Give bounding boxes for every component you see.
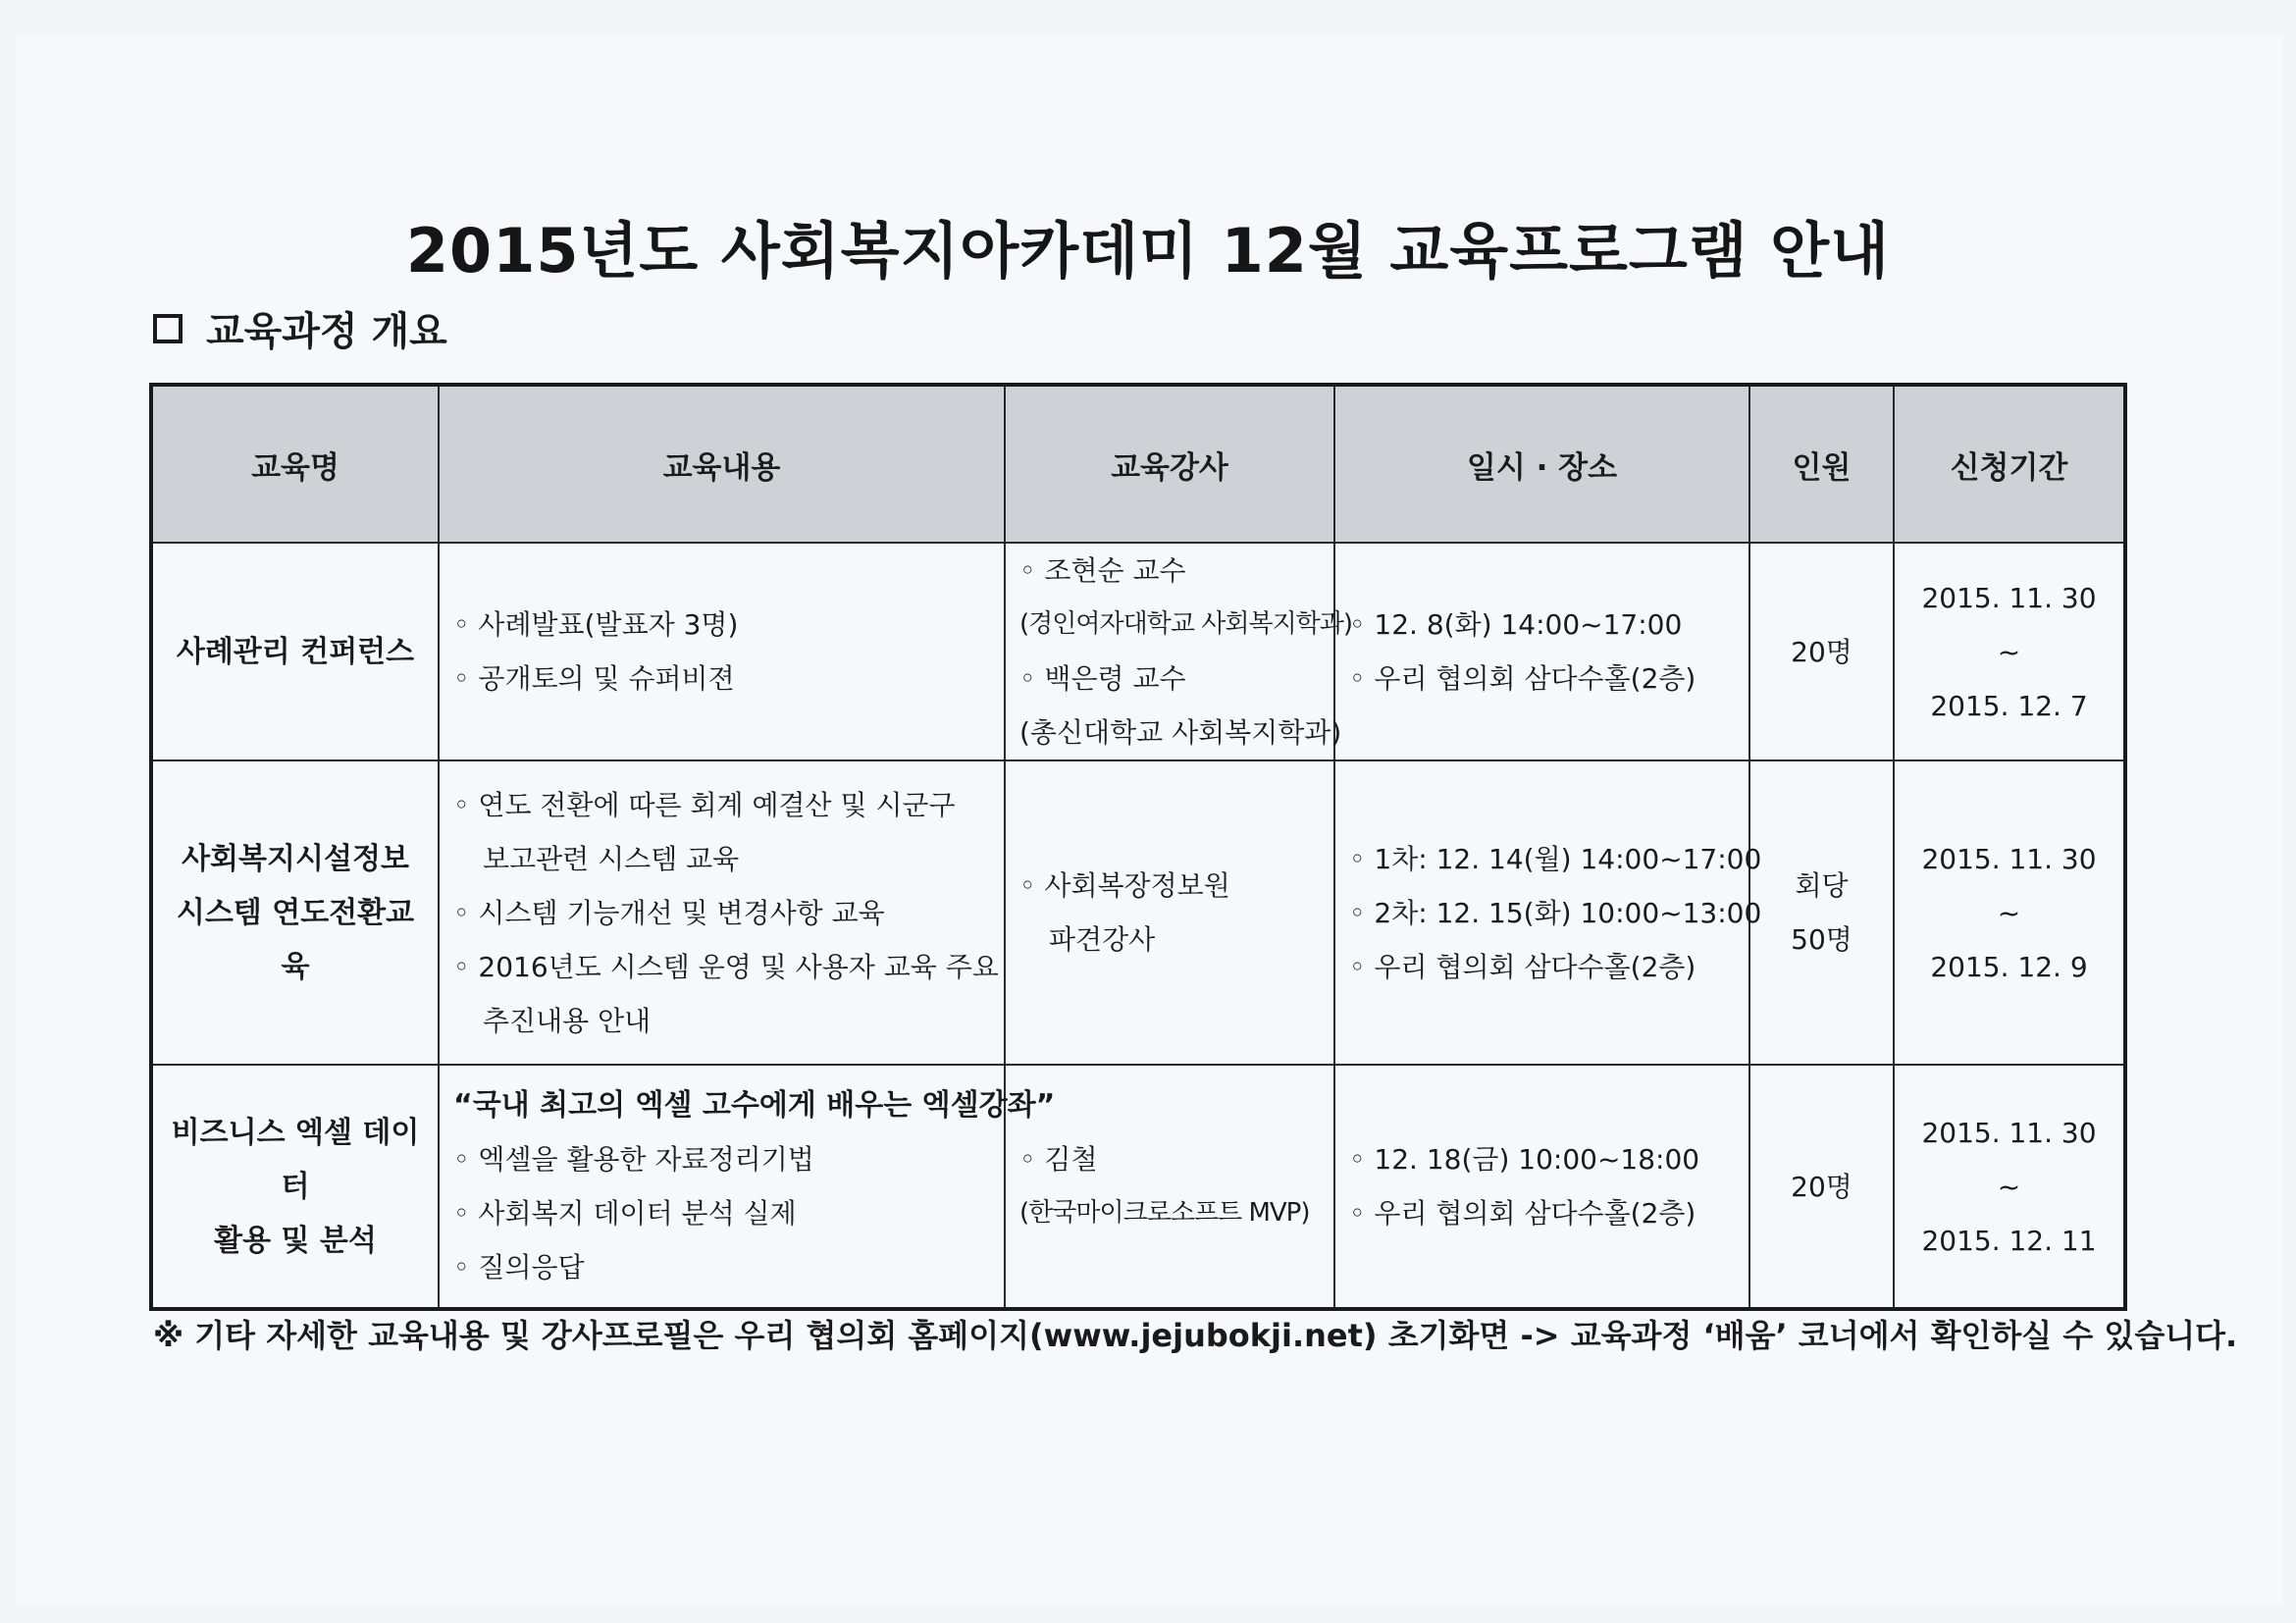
period-cell [1894,1065,2125,1309]
header-capacity: 인원 [1749,385,1894,543]
schedule-line: ◦ 우리 협의회 삼다수홀(2층) [1349,950,1696,983]
capacity-line: 회당 [1795,869,1849,902]
content-line: ◦ 엑셀을 활용한 자료정리기법 [453,1143,814,1176]
table-row [151,1065,2125,1309]
period-line: 2015. 12. 9 [1930,950,2088,983]
header-content: 교육내용 [439,385,1005,543]
instructor-line: (총신대학교 사회복지학과) [1019,716,1342,749]
header-instructor: 교육강사 [1005,385,1334,543]
course-name-line: 시스템 연도전환교육 [176,895,415,984]
course-name-line: 활용 및 분석 [214,1223,377,1258]
table-header-row [151,385,2125,543]
content-cell [439,760,1005,1065]
page-title: 2015년도 사회복지아카데미 12월 교육프로그램 안내 [405,215,1891,287]
instructor-line: ◦ 조현순 교수 [1019,554,1186,587]
period-cell [1894,760,2125,1065]
course-name-cell [151,543,439,760]
schedule-line: ◦ 12. 18(금) 10:00~18:00 [1349,1143,1700,1176]
instructor-line: 파견강사 [1049,923,1156,956]
schedule-cell [1334,1065,1749,1309]
section-heading [153,300,447,356]
schedule-line: ◦ 우리 협의회 삼다수홀(2층) [1349,662,1696,695]
capacity-line: 20명 [1791,1170,1852,1203]
capacity-line: 20명 [1791,635,1852,668]
period-cell [1894,543,2125,760]
course-name-cell [151,1065,439,1309]
content-line: ◦ 질의응답 [453,1251,585,1283]
footnote: ※ 기타 자세한 교육내용 및 강사프로필은 우리 협의회 홈페이지(www.jejubokji.net) 초기화면 -> 교육과정 ‘배움’ 코너에서 확인하실 수 있습니다. [153,1317,2238,1354]
schedule-line: ◦ 2차: 12. 15(화) 10:00~13:00 [1349,896,1762,929]
capacity-cell [1749,543,1894,760]
instructor-cell [1005,543,1353,760]
section-heading-label: 교육과정 개요 [206,309,447,354]
table-row [151,543,2125,760]
instructor-cell [1005,760,1334,1065]
instructor-line: ◦ 김철 [1019,1143,1098,1176]
capacity-cell [1749,1065,1894,1309]
content-line: ◦ 2016년도 시스템 운영 및 사용자 교육 주요 [453,950,999,983]
instructor-line: ◦ 백은령 교수 [1019,662,1186,695]
instructor-line: (한국마이크로소프트 MVP) [1019,1198,1310,1228]
course-name-line: 사회복지시설정보 [182,841,409,876]
instructor-line: ◦ 사회복장정보원 [1019,869,1230,902]
period-line: 2015. 12. 11 [1921,1224,2097,1257]
schedule-cell [1334,543,1749,760]
course-name-line: 비즈니스 엑셀 데이터 [171,1115,420,1204]
header-course-name: 교육명 [151,385,439,543]
period-line: 2015. 11. 30 ~ [1921,842,2097,929]
content-line: ◦ 사회복지 데이터 분석 실제 [453,1197,797,1230]
header-period: 신청기간 [1894,385,2125,543]
schedule-cell [1334,760,1762,1065]
content-line: “국내 최고의 엑셀 고수에게 배우는 엑셀강좌” [453,1088,1056,1123]
period-line: 2015. 11. 30 ~ [1921,1116,2097,1203]
capacity-cell [1749,760,1894,1065]
content-line: ◦ 시스템 기능개선 및 변경사항 교육 [453,896,885,929]
period-line: 2015. 11. 30 ~ [1921,581,2097,668]
course-name-line: 사례관리 컨퍼런스 [176,634,415,669]
content-line: 추진내용 안내 [483,1004,652,1037]
period-line: 2015. 12. 7 [1930,689,2088,722]
checkbox-icon [153,314,183,343]
schedule-line: ◦ 우리 협의회 삼다수홀(2층) [1349,1197,1696,1230]
course-name-cell [151,760,439,1065]
content-cell [439,543,1005,760]
content-line: 보고관련 시스템 교육 [483,842,740,875]
content-line: ◦ 연도 전환에 따른 회계 예결산 및 시군구 [453,788,956,821]
content-line: ◦ 공개토의 및 슈퍼비젼 [453,662,735,695]
header-schedule: 일시 · 장소 [1334,385,1749,543]
content-line: ◦ 사례발표(발표자 3명) [453,608,739,641]
instructor-line: (경인여자대학교 사회복지학과) [1019,609,1353,639]
schedule-line: ◦ 12. 8(화) 14:00~17:00 [1349,608,1683,641]
table-row [151,760,2125,1065]
capacity-line: 50명 [1791,923,1852,956]
schedule-table [149,383,2127,1311]
content-cell [439,1065,1056,1309]
schedule-line: ◦ 1차: 12. 14(월) 14:00~17:00 [1349,842,1762,875]
